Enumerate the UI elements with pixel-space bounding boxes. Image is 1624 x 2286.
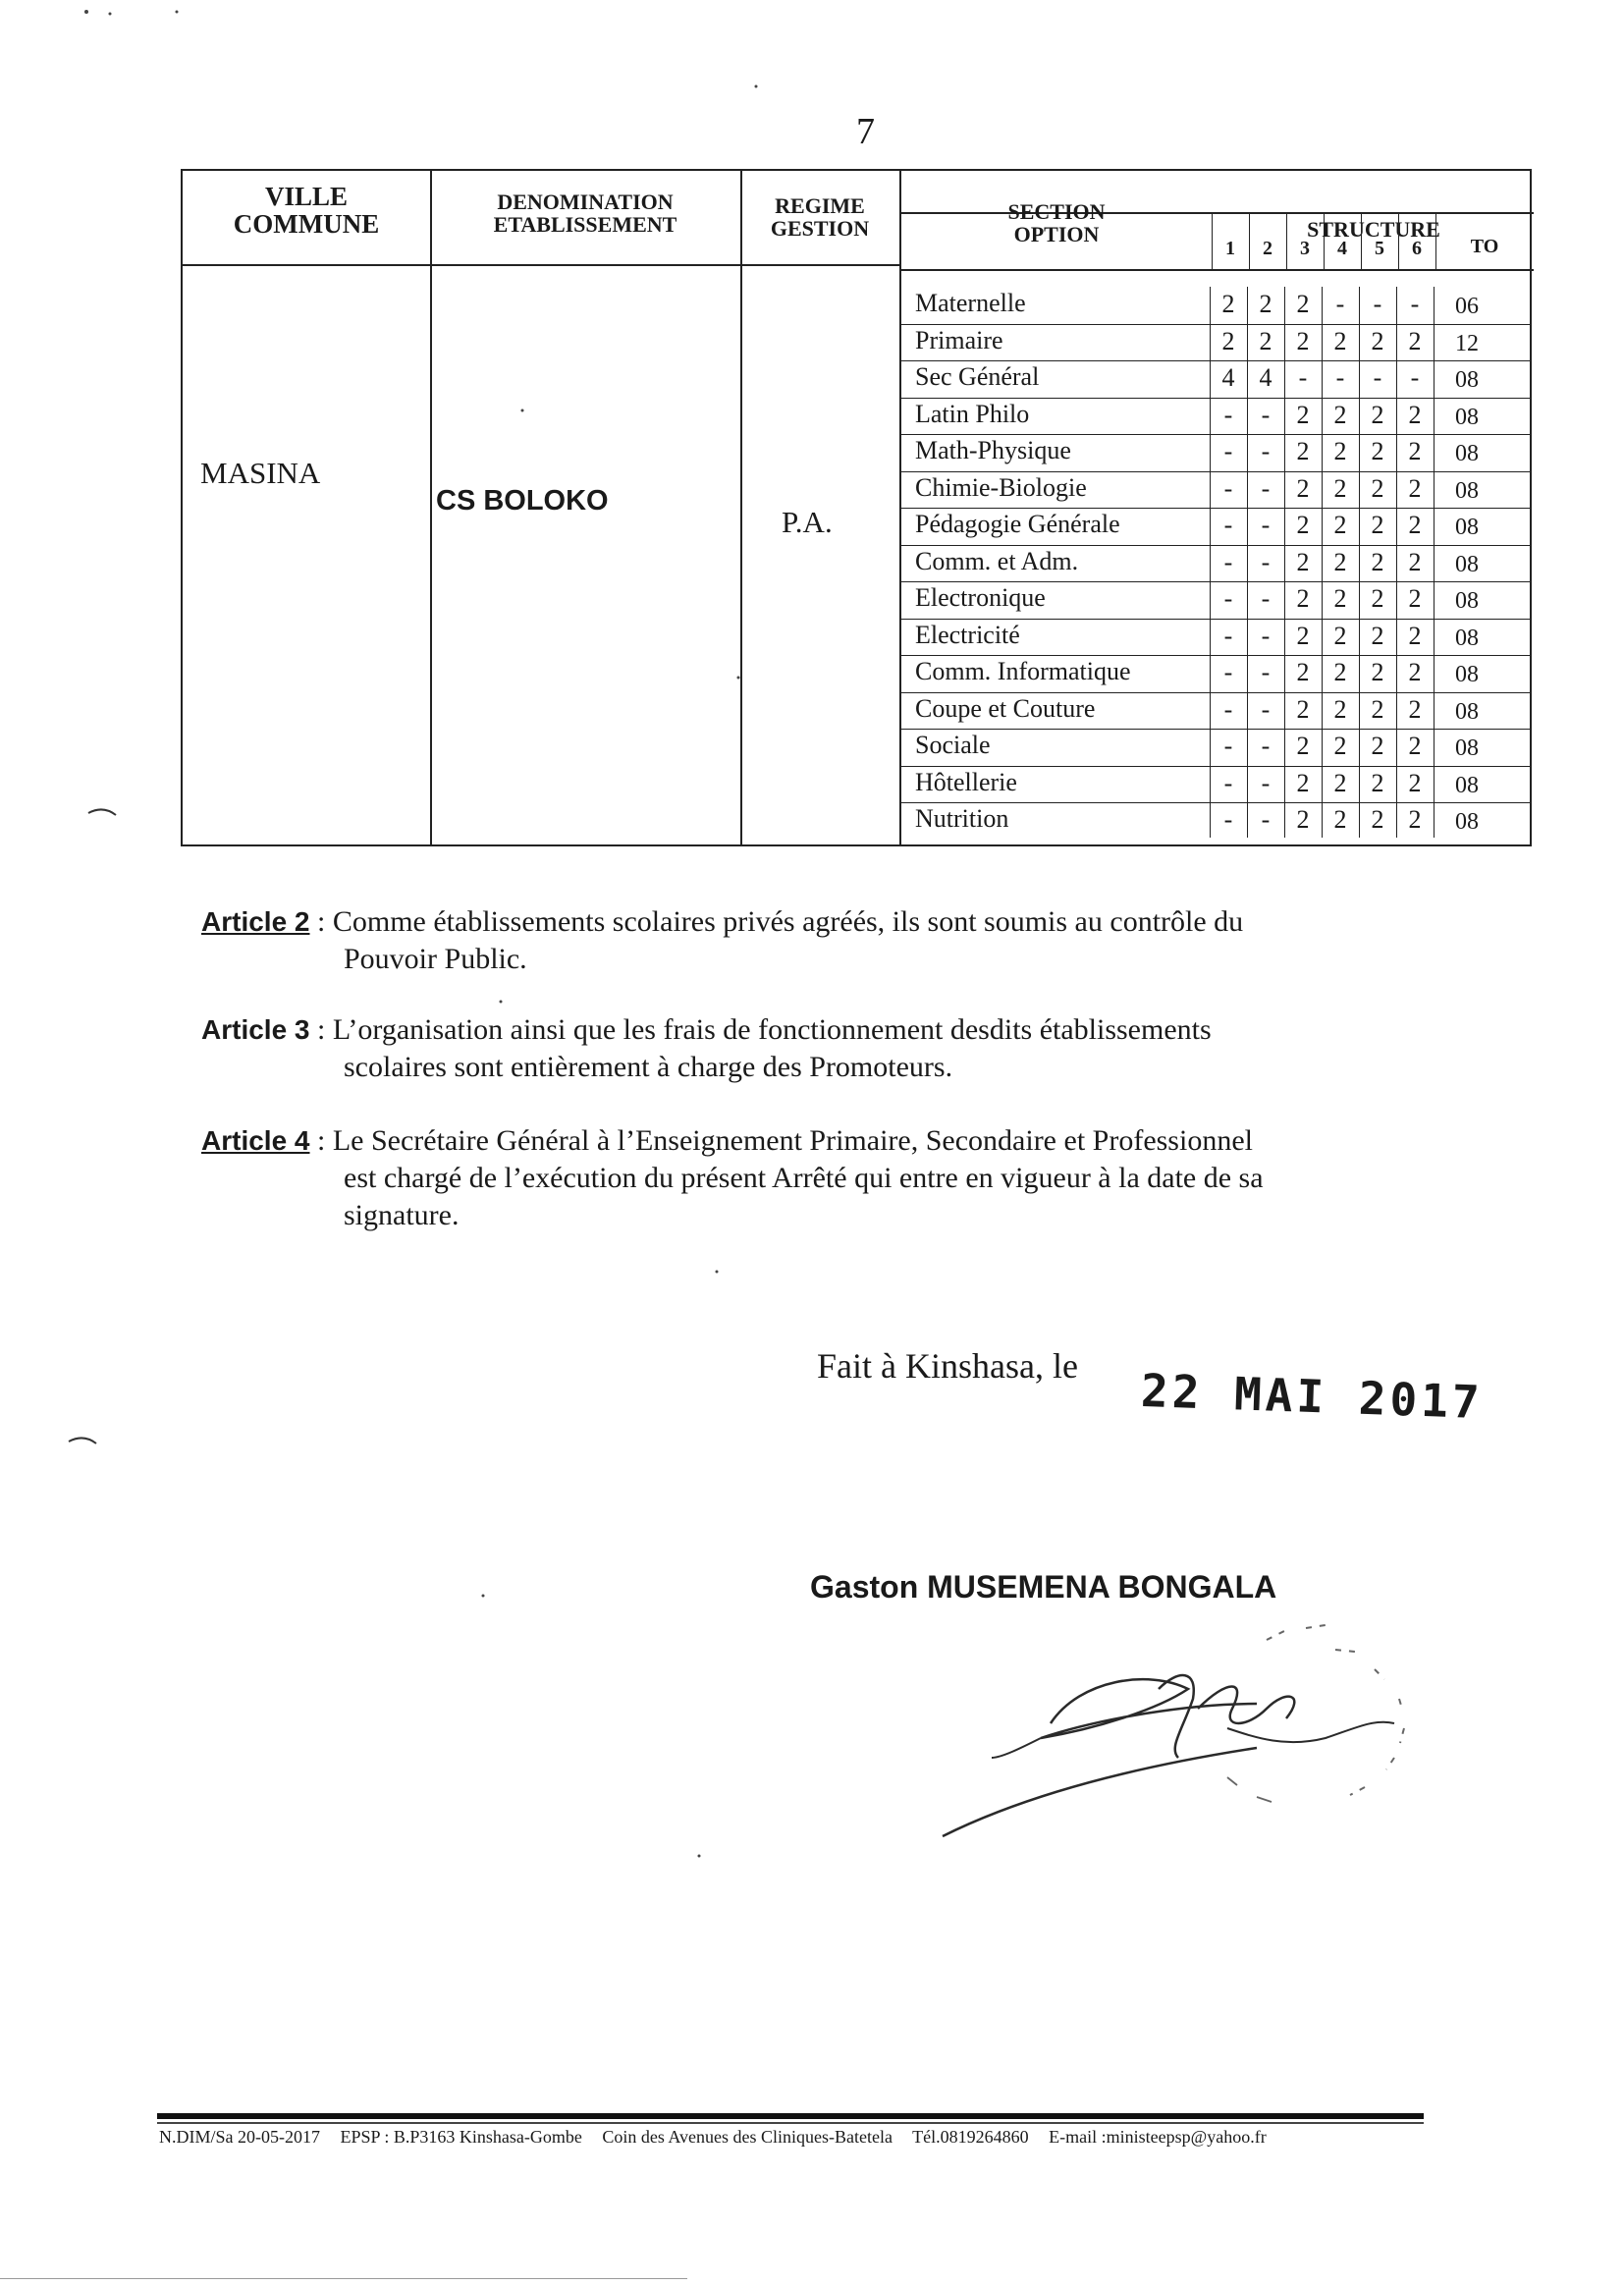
structure-cell: -	[1223, 658, 1233, 686]
structure-cell: -	[1373, 290, 1382, 318]
structure-cell: 2	[1408, 511, 1422, 539]
structure-cell: 2	[1408, 326, 1422, 355]
structure-cell: 2	[1371, 768, 1384, 797]
footer-phone: Tél.0819264860	[912, 2127, 1029, 2147]
structure-cell: 2	[1296, 437, 1310, 465]
row-total: 08	[1455, 735, 1479, 761]
signer-name: Gaston MUSEMENA BONGALA	[810, 1569, 1277, 1605]
structure-cell: -	[1261, 621, 1271, 650]
structure-cell: 2	[1296, 732, 1310, 760]
structure-col-divider	[1249, 212, 1250, 271]
structure-cell: -	[1223, 584, 1233, 613]
header-regime-line2: GESTION	[770, 216, 870, 242]
structure-cell: 4	[1259, 363, 1272, 392]
row-divider	[899, 471, 1532, 472]
structure-cell: 2	[1296, 805, 1310, 834]
row-total: 08	[1455, 625, 1479, 651]
structure-cell: 2	[1371, 805, 1384, 834]
structure-cell: -	[1261, 732, 1271, 760]
structure-col-1: 1	[1225, 238, 1235, 259]
row-total: 12	[1455, 330, 1479, 356]
article-text-line: Le Secrétaire Général à l’Enseignement Primaire, Secondaire et Professionnel	[332, 1124, 1253, 1157]
row-divider	[899, 581, 1532, 582]
article-separator: :	[309, 905, 333, 938]
structure-cell: -	[1261, 658, 1271, 686]
row-divider	[899, 434, 1532, 435]
date-stamp: 22 MAI 2017	[1140, 1363, 1485, 1430]
structure-cell: 2	[1296, 658, 1310, 686]
etablissement-value: CS BOLOKO	[436, 485, 609, 517]
cell-divider	[1396, 287, 1397, 838]
structure-cell: -	[1261, 584, 1271, 613]
section-option: Coupe et Couture	[915, 693, 1096, 723]
structure-cell: 2	[1371, 621, 1384, 650]
row-divider	[899, 360, 1532, 361]
structure-cell: -	[1223, 768, 1233, 797]
article-text-line: est chargé de l’exécution du présent Arrêté qui entre en vigueur à la date de sa	[344, 1162, 1264, 1194]
header-option: OPTION	[1013, 222, 1100, 247]
structure-cell: 2	[1371, 658, 1384, 686]
fait-a-kinshasa: Fait à Kinshasa, le	[817, 1346, 1078, 1386]
footer-email: E-mail :ministeepsp@yahoo.fr	[1049, 2127, 1267, 2147]
structure-cell: -	[1223, 805, 1233, 834]
section-option: Math-Physique	[915, 436, 1071, 464]
article-label: Article 4	[201, 1125, 310, 1156]
footer-location: Coin des Avenues des Cliniques-Batetela	[602, 2127, 893, 2147]
row-divider	[899, 619, 1532, 620]
row-total: 08	[1455, 588, 1479, 614]
article-text-line: scolaires sont entièrement à charge des Promoteurs.	[344, 1051, 953, 1083]
structure-cell: 2	[1333, 584, 1347, 613]
article-4	[201, 1122, 1419, 1234]
structure-cell: 2	[1408, 400, 1422, 429]
structure-cell: 2	[1371, 326, 1384, 355]
row-total: 08	[1455, 367, 1479, 393]
structure-cell: 2	[1296, 290, 1310, 318]
cell-divider	[1247, 287, 1248, 838]
structure-cell: 2	[1408, 805, 1422, 834]
col-divider	[740, 171, 742, 844]
structure-cell: 2	[1296, 768, 1310, 797]
cell-divider	[1359, 287, 1360, 838]
structure-total-header: TO	[1470, 236, 1499, 257]
section-option: Maternelle	[915, 289, 1026, 317]
section-option: Comm. et Adm.	[915, 546, 1079, 575]
article-label: Article 2	[201, 906, 310, 937]
structure-cell: 2	[1296, 694, 1310, 724]
structure-col-divider	[1435, 212, 1436, 271]
structure-cell: 2	[1371, 547, 1384, 576]
structure-cell: 2	[1296, 400, 1310, 429]
structure-cell: 2	[1408, 621, 1422, 650]
row-total: 08	[1455, 551, 1479, 577]
structure-col-divider	[1286, 212, 1287, 271]
structure-cell: 2	[1333, 326, 1347, 355]
row-total: 08	[1455, 698, 1479, 725]
row-divider	[899, 398, 1532, 399]
structure-cell: -	[1261, 547, 1271, 576]
row-total: 08	[1455, 772, 1479, 798]
header-section-option	[899, 200, 1214, 245]
row-divider	[899, 545, 1532, 546]
structure-cell: -	[1261, 805, 1271, 834]
article-label: Article 3	[201, 1014, 310, 1045]
structure-cell: 2	[1333, 658, 1347, 686]
row-divider	[899, 766, 1532, 767]
article-text-line: L’organisation ainsi que les frais de fonctionnement desdits établissements	[332, 1013, 1212, 1046]
structure-cell: 2	[1408, 437, 1422, 465]
handwritten-signature	[933, 1610, 1443, 1866]
structure-cell: -	[1261, 768, 1271, 797]
footer-ref: N.DIM/Sa 20-05-2017	[159, 2127, 320, 2147]
structure-cell: 2	[1259, 290, 1272, 318]
header-commune: COMMUNE	[233, 209, 380, 240]
section-option: Comm. Informatique	[915, 657, 1131, 685]
structure-cell: 2	[1333, 437, 1347, 465]
structure-cell: -	[1261, 473, 1271, 503]
structure-cell: 2	[1333, 768, 1347, 797]
structure-cell: 2	[1371, 473, 1384, 503]
row-total: 08	[1455, 809, 1479, 835]
structure-col-3: 3	[1300, 238, 1310, 259]
structure-cell: -	[1410, 290, 1420, 318]
footer-rule-thin	[157, 2122, 1424, 2124]
structure-cell: 2	[1371, 732, 1384, 760]
section-option: Primaire	[915, 325, 1003, 354]
cell-divider	[1210, 287, 1211, 838]
structure-cell: -	[1223, 400, 1233, 429]
section-option: Nutrition	[915, 804, 1009, 833]
article-text-line: signature.	[344, 1199, 460, 1231]
structure-cell: -	[1223, 473, 1233, 503]
structure-cell: 2	[1371, 694, 1384, 724]
structure-cell: 2	[1371, 584, 1384, 613]
section-option: Electricité	[915, 620, 1020, 649]
structure-cell: -	[1223, 437, 1233, 465]
structure-cell: -	[1410, 363, 1420, 392]
row-divider	[899, 692, 1532, 693]
structure-cell: 2	[1221, 290, 1235, 318]
article-text-line: Pouvoir Public.	[344, 943, 527, 975]
section-option: Electronique	[915, 583, 1046, 612]
structure-cell: -	[1373, 363, 1382, 392]
structure-cell: 4	[1221, 363, 1235, 392]
structure-cell: -	[1335, 290, 1345, 318]
structure-cell: 2	[1371, 400, 1384, 429]
structure-cell: 2	[1408, 473, 1422, 503]
header-denomination-line1: DENOMINATION	[497, 190, 674, 214]
section-option: Chimie-Biologie	[915, 472, 1087, 502]
header-structure: STRUCTURE	[1307, 217, 1440, 242]
header-regime	[740, 194, 899, 240]
row-divider	[899, 508, 1532, 509]
cell-divider	[1284, 287, 1285, 838]
structure-cell: -	[1335, 363, 1345, 392]
structure-cell: 2	[1333, 473, 1347, 503]
structure-cell: 2	[1296, 511, 1310, 539]
structure-cell: 2	[1333, 805, 1347, 834]
structure-col-2: 2	[1263, 238, 1272, 259]
structure-col-divider	[1361, 212, 1362, 271]
row-total: 08	[1455, 477, 1479, 504]
structure-cell: -	[1223, 511, 1233, 539]
footer-address: EPSP : B.P3163 Kinshasa-Gombe	[340, 2127, 582, 2147]
article-separator: :	[309, 1013, 333, 1046]
cell-divider	[1434, 287, 1435, 838]
structure-col-divider	[1212, 212, 1213, 271]
structure-cell: -	[1223, 547, 1233, 576]
row-total: 06	[1455, 294, 1479, 319]
page-number: 7	[856, 111, 875, 152]
structure-cell: 2	[1296, 584, 1310, 613]
structure-cell: 2	[1296, 621, 1310, 650]
row-total: 08	[1455, 441, 1479, 466]
row-total: 08	[1455, 662, 1479, 687]
commune-value: MASINA	[200, 456, 321, 490]
footer-rule	[157, 2113, 1424, 2119]
structure-cell: 2	[1333, 400, 1347, 429]
structure-cell: 2	[1333, 694, 1347, 724]
structure-cell: -	[1261, 400, 1271, 429]
structure-cell: -	[1261, 694, 1271, 724]
section-option: Sec Général	[915, 362, 1040, 391]
structure-cell: 2	[1333, 621, 1347, 650]
header-section: SECTION	[1007, 199, 1106, 224]
structure-col-divider	[1324, 212, 1325, 271]
structure-cell: 2	[1296, 473, 1310, 503]
footer	[159, 2127, 1282, 2148]
row-divider	[899, 324, 1532, 325]
structure-cell: 2	[1371, 511, 1384, 539]
structure-cell: -	[1298, 363, 1308, 392]
structure-col-divider	[1398, 212, 1399, 271]
structure-cell: 2	[1408, 584, 1422, 613]
structure-cell: 2	[1408, 768, 1422, 797]
row-divider	[899, 655, 1532, 656]
header-denomination	[430, 190, 740, 236]
structure-cell: -	[1223, 694, 1233, 724]
row-divider	[899, 802, 1532, 803]
section-option: Latin Philo	[915, 399, 1030, 428]
article-2	[201, 903, 1419, 978]
structure-cell: 2	[1259, 326, 1272, 355]
structure-cell: 2	[1371, 437, 1384, 465]
section-option: Hôtellerie	[915, 767, 1017, 796]
structure-cell: 2	[1408, 547, 1422, 576]
row-total: 08	[1455, 404, 1479, 430]
structure-cell: 2	[1296, 547, 1310, 576]
structure-cell: 2	[1333, 511, 1347, 539]
structure-col-6: 6	[1412, 238, 1422, 259]
structure-cell: 2	[1408, 732, 1422, 760]
col-divider	[430, 171, 432, 844]
section-option: Pédagogie Générale	[915, 510, 1120, 538]
header-ville: VILLE	[264, 182, 349, 211]
row-total: 08	[1455, 515, 1479, 540]
structure-cell: -	[1261, 511, 1271, 539]
regime-value: P.A.	[782, 505, 833, 539]
cell-divider	[1322, 287, 1323, 838]
section-option: Sociale	[915, 731, 991, 759]
structure-cell: 2	[1221, 326, 1235, 355]
structure-cell: 2	[1296, 326, 1310, 355]
structure-cell: 2	[1408, 694, 1422, 724]
structure-col-4: 4	[1337, 238, 1347, 259]
structure-cell: -	[1223, 732, 1233, 760]
structure-cell: 2	[1333, 732, 1347, 760]
header-regime-line1: REGIME	[775, 193, 865, 218]
structure-cell: -	[1223, 621, 1233, 650]
header-rule	[183, 264, 899, 266]
row-divider	[899, 729, 1532, 730]
header-ville-commune	[183, 183, 430, 239]
article-text-line: Comme établissements scolaires privés agréés, ils sont soumis au contrôle du	[332, 905, 1244, 938]
article-3	[201, 1011, 1419, 1086]
article-separator: :	[309, 1124, 333, 1157]
structure-cell: 2	[1408, 658, 1422, 686]
structure-rule	[899, 269, 1534, 271]
structure-cell: -	[1261, 437, 1271, 465]
bottom-edge-line	[0, 2278, 687, 2279]
structure-cell: 2	[1333, 547, 1347, 576]
header-denomination-line2: ETABLISSEMENT	[493, 212, 677, 238]
structure-col-5: 5	[1375, 238, 1384, 259]
